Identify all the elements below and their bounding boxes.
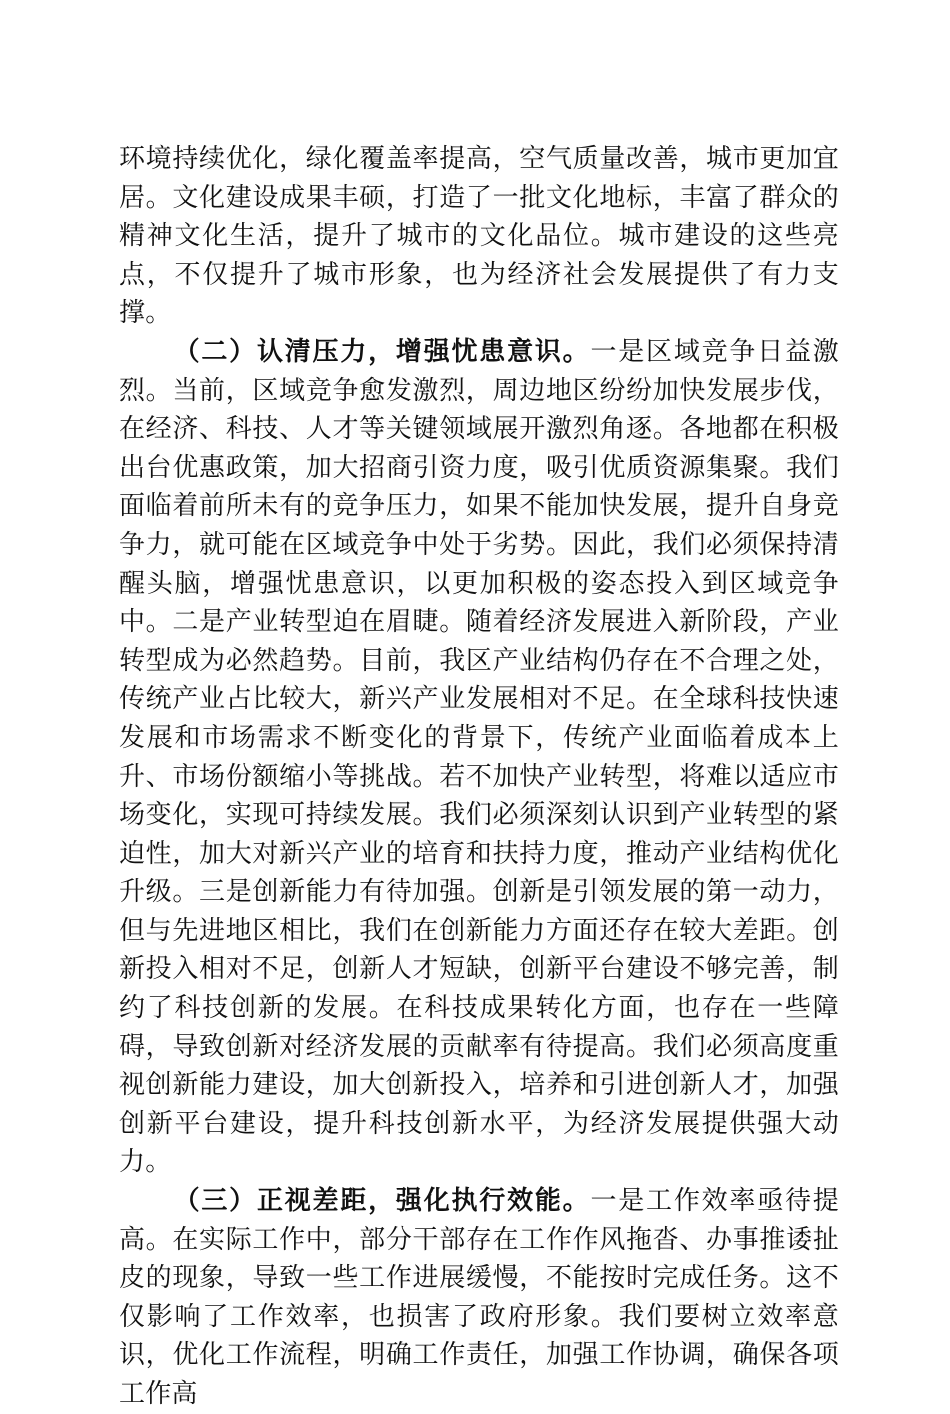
section-heading-2: （二）认清压力，增强忧患意识。 [173, 336, 591, 367]
paragraph-section-3 [119, 1182, 839, 1414]
paragraph-body: 环境持续优化，绿化覆盖率提高，空气质量改善，城市更加宜居。文化建设成果丰硕，打造了一批文化地标，丰富了群众的精神文化生活，提升了城市的文化品位。城市建设的这些亮点，不仅提升了城市形象，也为经济社会发展提供了有力支撑。 [119, 144, 839, 329]
paragraph-continuation [119, 140, 839, 333]
section-heading-3: （三）正视差距，强化执行效能。 [173, 1186, 591, 1217]
paragraph-section-2 [119, 333, 839, 1182]
document-body [119, 140, 839, 1414]
paragraph-body: 一是工作效率亟待提高。在实际工作中，部分干部存在工作作风拖沓、办事推诿扯皮的现象，导致一些工作进展缓慢，不能按时完成任务。这不仅影响了工作效率，也损害了政府形象。我们要树立效率意识，优化工作流程，明确工作责任，加强工作协调，确保各项工作高 [119, 1186, 839, 1409]
paragraph-body: 一是区域竞争日益激烈。当前，区域竞争愈发激烈，周边地区纷纷加快发展步伐，在经济、科技、人才等关键领域展开激烈角逐。各地都在积极出台优惠政策，加大招商引资力度，吸引优质资源集聚。我们面临着前所未有的竞争压力，如果不能加快发展，提升自身竞争力，就可能在区域竞争中处于劣势。因此，我们必须保持清醒头脑，增强忧患意识，以更加积极的姿态投入到区域竞争中。二是产业转型迫在眉睫。随着经济发展进入新阶段，产业转型成为必然趋势。目前，我区产业结构仍存在不合理之处，传统产业占比较大，新兴产业发展相对不足。在全球科技快速发展和市场需求不断变化的背景下，传统产业面临着成本上升、市场份额缩小等挑战。若不加快产业转型，将难以适应市场变化，实现可持续发展。我们必须深刻认识到产业转型的紧迫性，加大对新兴产业的培育和扶持力度，推动产业结构优化升级。三是创新能力有待加强。创新是引领发展的第一动力，但与先进地区相比，我们在创新能力方面还存在较大差距。创新投入相对不足，创新人才短缺，创新平台建设不够完善，制约了科技创新的发展。在科技成果转化方面，也存在一些障碍，导致创新对经济发展的贡献率有待提高。我们必须高度重视创新能力建设，加大创新投入，培养和引进创新人才，加强创新平台建设，提升科技创新水平，为经济发展提供强大动力。 [119, 336, 839, 1178]
